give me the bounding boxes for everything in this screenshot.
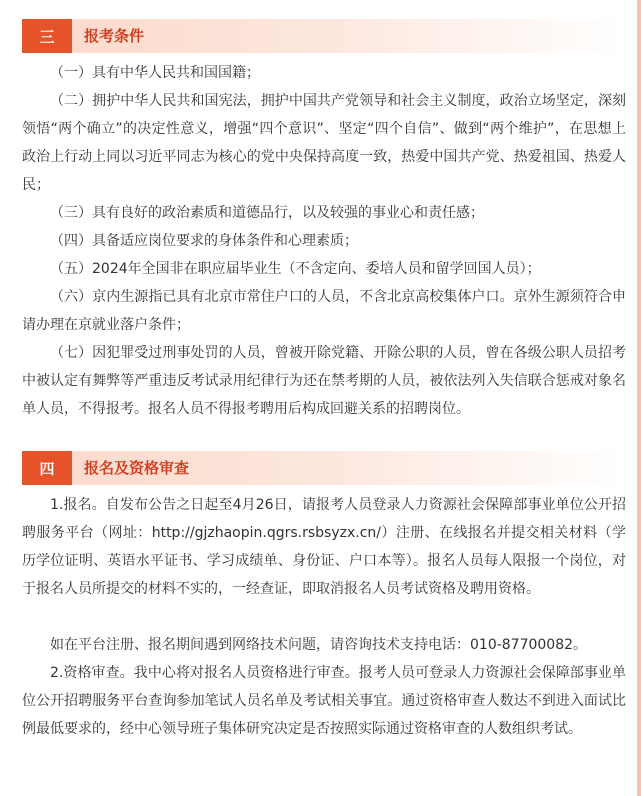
condition-item-2: （二）拥护中华人民共和国宪法，拥护中国共产党领导和社会主义制度，政治立场坚定，深刻领悟“两个确立”的决定性意义，增强“四个意识”、坚定“四个自信”、做到“两个维护”，在思想上政治上行动上同以习近平同志为核心的党中央保持高度一致，热爱中国共产党、热爱祖国、热爱人民； (22, 93, 626, 193)
registration-paragraph: 1.报名。自发布公告之日起至4月26日，请报考人员登录人力资源社会保障部事业单位公开招聘服务平台（网址：http://gjzhaopin.qgrs.rsbsyzx.cn/）注册、在线报名并提交相关材料（学历学位证明、英语水平证书、学习成绩单、身份证、户口本等）。报名人员每人限报一个岗位，对于报名人员所提交的材料不实的，一经查证，即取消报名人员考试资格及聘用资格。 (22, 497, 626, 597)
section-header-3 (22, 19, 622, 53)
condition-item-4: （四）具备适应岗位要求的身体条件和心理素质； (50, 233, 358, 249)
section-title: 报名及资格审查 (84, 459, 190, 477)
section-number-badge: 四 (22, 451, 72, 485)
condition-item-5: （五）2024年全国非在职应届毕业生（不含定向、委培人员和留学回国人员）； (50, 261, 541, 277)
section-header-4 (22, 451, 622, 485)
qualification-review-paragraph: 2.资格审查。我中心将对报名人员资格进行审查。报考人员可登录人力资源社会保障部事业单位公开招聘服务平台查询参加笔试人员名单及考试相关事宜。通过资格审查人数达不到进入面试比例最低要求的，经中心领导班子集体研究决定是否按照实际通过资格审查的人数组织考试。 (22, 665, 626, 737)
page-edge-decoration (637, 0, 641, 796)
condition-item-7: （七）因犯罪受过刑事处罚的人员，曾被开除党籍、开除公职的人员，曾在各级公职人员招考中被认定有舞弊等严重违反考试录用纪律行为还在禁考期的人员，被依法列入失信联合惩戒对象名单人员，不得报考。报名人员不得报考聘用后构成回避关系的招聘岗位。 (22, 345, 626, 417)
tech-support-paragraph: 如在平台注册、报名期间遇到网络技术问题，请咨询技术支持电话：010-87700082。 (50, 637, 588, 653)
condition-item-6: （六）京内生源指已具有北京市常住户口的人员，不含北京高校集体户口。京外生源须符合申请办理在京就业落户条件； (22, 289, 626, 333)
section-number-badge: 三 (22, 19, 72, 53)
condition-item-1: （一）具有中华人民共和国国籍； (50, 65, 260, 81)
section-title: 报考条件 (84, 27, 145, 45)
condition-item-3: （三）具有良好的政治素质和道德品行，以及较强的事业心和责任感； (50, 205, 484, 221)
